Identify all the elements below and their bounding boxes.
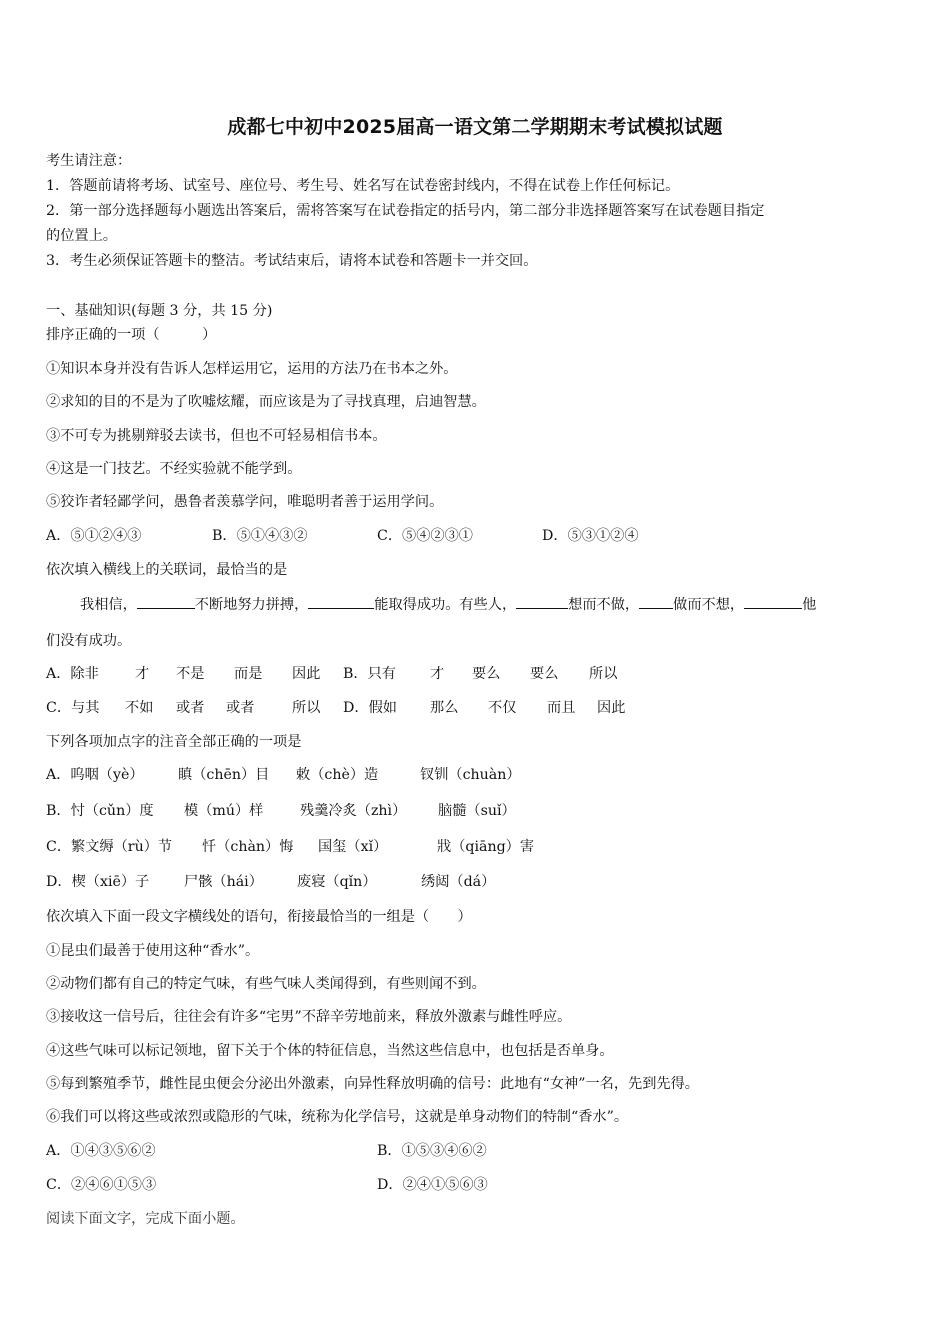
answer-option: B．只有 — [343, 666, 396, 682]
fill-blank-passage — [80, 594, 816, 614]
answer-option-word: 不如 — [125, 700, 154, 716]
answer-option-word: 或者 — [226, 700, 255, 716]
blank-line — [308, 594, 374, 609]
question-item: ⑥我们可以将这些或浓烈或隐形的气味，统称为化学信号，这就是单身动物们的特制“香水”。 — [46, 1109, 629, 1125]
answer-option-word: 而且 — [547, 700, 576, 716]
notice-item: 1．答题前请将考场、试室号、座位号、考生号、姓名写在试卷密封线内，不得在试卷上作任何标记。 — [46, 178, 680, 194]
blank-line — [744, 594, 802, 609]
question-item: ①知识本身并没有告诉人怎样运用它，运用的方法乃在书本之外。 — [46, 361, 458, 377]
answer-option-word: 不仅 — [488, 700, 517, 716]
answer-option-word: 要么 — [472, 666, 501, 682]
question-item: ③不可专为挑剔辩驳去读书，但也不可轻易相信书本。 — [46, 428, 387, 444]
passage-part: 他 — [802, 597, 817, 613]
pinyin-option: 废寝（qǐn） — [297, 874, 377, 890]
answer-option-word: 不是 — [176, 666, 205, 682]
passage-part: 我相信， — [80, 597, 137, 613]
pinyin-option: 钗钏（chuàn） — [420, 767, 521, 783]
question-stem: 排序正确的一项（ ） — [46, 327, 217, 343]
answer-option-word: 而是 — [234, 666, 263, 682]
question-stem: 下列各项加点字的注音全部正确的一项是 — [46, 734, 302, 750]
answer-option-word: 才 — [430, 666, 445, 682]
answer-option: C．②④⑥①⑤③ — [46, 1177, 157, 1193]
pinyin-option: 敕（chè）造 — [296, 767, 379, 783]
answer-option-word: 或者 — [176, 700, 205, 716]
pinyin-option: 残羹冷炙（zhì） — [300, 803, 407, 819]
answer-option-word: 才 — [135, 666, 150, 682]
pinyin-option: B．忖（cǔn）度 — [46, 803, 154, 819]
pinyin-option: 模（mú）样 — [184, 803, 264, 819]
answer-option-word: 所以 — [292, 700, 321, 716]
answer-option: B．①⑤③④⑥② — [377, 1143, 487, 1159]
pinyin-option: 国玺（xǐ） — [318, 839, 388, 855]
blank-line — [516, 594, 568, 609]
question-item: ⑤每到繁殖季节，雌性昆虫便会分泌出外激素，向异性释放明确的信号：此地有“女神”一名，先到先得。 — [46, 1076, 699, 1092]
passage-part: 不断地努力拼搏， — [194, 597, 309, 613]
pinyin-option: 戕（qiāng）害 — [437, 839, 535, 855]
blank-line — [639, 594, 673, 609]
pinyin-option: 脑髓（suǐ） — [438, 803, 516, 819]
answer-option-word: 因此 — [597, 700, 626, 716]
pinyin-option: A．呜咽（yè） — [46, 767, 144, 783]
answer-option: A．除非 — [46, 666, 99, 682]
answer-option: A．①④③⑤⑥② — [46, 1143, 156, 1159]
passage-part: 做而不想， — [673, 597, 745, 613]
answer-option: D．⑤③①②④ — [542, 528, 639, 544]
answer-option: C．⑤④②③① — [377, 528, 473, 544]
question-item: ⑤狡诈者轻鄙学问，愚鲁者羡慕学问，唯聪明者善于运用学问。 — [46, 494, 444, 510]
question-item: ④这些气味可以标记领地，留下关于个体的特征信息，当然这些信息中，也包括是否单身。 — [46, 1043, 614, 1059]
pinyin-option: 尸骸（hái） — [184, 874, 263, 890]
answer-option-word: 那么 — [430, 700, 459, 716]
answer-option-word: 要么 — [530, 666, 559, 682]
passage-part: 想而不做， — [568, 597, 640, 613]
pinyin-option: 忏（chàn）悔 — [202, 839, 294, 855]
pinyin-option: C．繁文缛（rù）节 — [46, 839, 173, 855]
notice-item: 2．第一部分选择题每小题选出答案后，需将答案写在试卷指定的括号内，第二部分非选择题答案写在试卷题目指定 — [46, 203, 765, 219]
pinyin-option: 绣闼（dá） — [421, 874, 496, 890]
question-stem: 依次填入横线上的关联词，最恰当的是 — [46, 562, 288, 578]
question-item: ④这是一门技艺。不经实验就不能学到。 — [46, 461, 302, 477]
pinyin-option: D．楔（xiē）子 — [46, 874, 150, 890]
passage-part: 能取得成功。有些人， — [374, 597, 517, 613]
question-stem: 依次填入下面一段文字横线处的语句，衔接最恰当的一组是（ ） — [46, 909, 472, 925]
blank-line — [137, 594, 195, 609]
question-item: ①昆虫们最善于使用这种“香水”。 — [46, 943, 260, 959]
page-title: 成都七中初中2025届高一语文第二学期期末考试模拟试题 — [227, 116, 723, 138]
question-item: ②动物们都有自己的特定气味，有些气味人类闻得到，有些则闻不到。 — [46, 976, 486, 992]
question-item: ③接收这一信号后，往往会有许多“宅男”不辞辛劳地前来，释放外激素与雌性呼应。 — [46, 1009, 572, 1025]
notice-heading: 考生请注意： — [46, 153, 132, 169]
section-heading: 一、基础知识(每题 3 分，共 15 分) — [46, 303, 273, 319]
answer-option-word: 因此 — [292, 666, 321, 682]
answer-option: D．②④①⑤⑥③ — [377, 1177, 488, 1193]
pinyin-option: 瞋（chēn）目 — [178, 767, 270, 783]
answer-option: C．与其 — [46, 700, 100, 716]
answer-option: B．⑤①④③② — [212, 528, 308, 544]
passage-end: 们没有成功。 — [46, 633, 132, 649]
notice-item: 3．考生必须保证答题卡的整洁。考试结束后，请将本试卷和答题卡一并交回。 — [46, 253, 538, 269]
question-item: ②求知的目的不是为了吹嘘炫耀，而应该是为了寻找真理，启迪智慧。 — [46, 394, 486, 410]
answer-option: D．假如 — [343, 700, 397, 716]
notice-item: 的位置上。 — [46, 228, 117, 244]
answer-option-word: 所以 — [589, 666, 618, 682]
answer-option: A．⑤①②④③ — [46, 528, 142, 544]
reading-intro: 阅读下面文字，完成下面小题。 — [46, 1211, 245, 1227]
